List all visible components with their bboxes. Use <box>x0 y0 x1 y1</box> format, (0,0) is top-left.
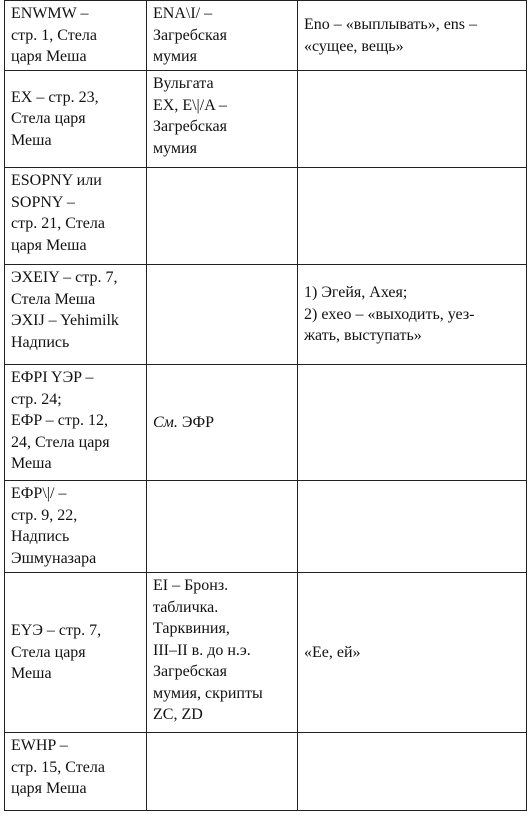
meaning-cell: «Ее, ей» <box>298 573 527 733</box>
term-cell: ЭXEIY – стр. 7, Стела Меша ЭXIJ – Yehimilk Надпись <box>5 265 147 365</box>
see-also-label: См. <box>153 413 178 431</box>
term-cell: ENWMW – стр. 1, Стела царя Меша <box>5 1 147 71</box>
meaning-cell <box>298 733 527 811</box>
glossary-table <box>4 0 527 811</box>
term-cell: ESOPNY или SOPNY – стр. 21, Стела царя Меша <box>5 168 147 265</box>
meaning-cell <box>298 481 527 573</box>
term-cell: EX – стр. 23, Стела царя Меша <box>5 71 147 168</box>
source-cell <box>147 733 298 811</box>
table-row <box>5 365 527 481</box>
source-cell <box>147 265 298 365</box>
source-cell <box>147 481 298 573</box>
source-cell <box>147 168 298 265</box>
term-cell: EWHP – стр. 15, Стела царя Меша <box>5 733 147 811</box>
meaning-cell <box>298 365 527 481</box>
term-cell: ЕФPI YЭP – стр. 24; ЕФP – стр. 12, 24, Стела царя Меша <box>5 365 147 481</box>
table-row <box>5 71 527 168</box>
source-cell: EI – Бронз. табличка. Тарквиния, III–II в. до н.э. Загребская мумия, скрипты ZC, ZD <box>147 573 298 733</box>
meaning-cell <box>298 71 527 168</box>
table-row <box>5 481 527 573</box>
table-row <box>5 733 527 811</box>
see-also-target: ЭФР <box>177 413 215 431</box>
meaning-cell <box>298 168 527 265</box>
table-row <box>5 168 527 265</box>
source-cell: ENA\I/ – Загребская мумия <box>147 1 298 71</box>
source-cell: Вульгата EX, E\|/A – Загребская мумия <box>147 71 298 168</box>
term-cell: ЕФP\|/ – стр. 9, 22, Надпись Эшмуназара <box>5 481 147 573</box>
table-row <box>5 573 527 733</box>
table-row <box>5 1 527 71</box>
meaning-cell: Eno – «выплывать», ens – «сущее, вещь» <box>298 1 527 71</box>
term-cell: EYЭ – стр. 7, Стела царя Меша <box>5 573 147 733</box>
table-row <box>5 265 527 365</box>
source-cell <box>147 365 298 481</box>
meaning-cell: 1) Эгейя, Ахея; 2) exeo – «выходить, уез- жать, выступать» <box>298 265 527 365</box>
